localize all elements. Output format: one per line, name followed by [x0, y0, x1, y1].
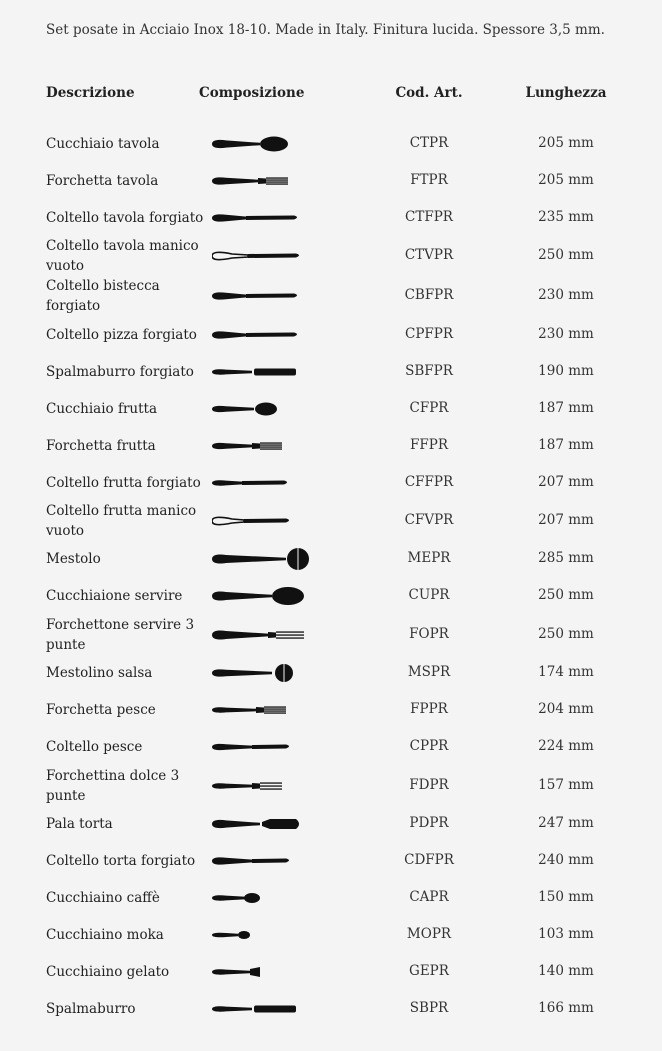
- item-description: Forchettone servire 3 punte: [46, 617, 195, 653]
- item-code: GEPR: [409, 963, 449, 979]
- item-description: Coltello frutta manico vuoto: [46, 503, 197, 539]
- item-code: CTPR: [409, 135, 449, 151]
- item-length: 187 mm: [538, 400, 594, 416]
- item-length: 230 mm: [538, 287, 594, 303]
- item-code: CBFPR: [404, 287, 454, 303]
- spoon-icon: [212, 132, 312, 156]
- item-description: Spalmaburro: [46, 1001, 136, 1017]
- item-code: CTVPR: [404, 247, 454, 263]
- coffee-spoon-icon: [212, 886, 312, 910]
- item-code: CUPR: [408, 587, 450, 603]
- item-length: 166 mm: [538, 1000, 594, 1016]
- intro-text: Set posate in Acciaio Inox 18-10. Made in Italy. Finitura lucida. Spessore 3,5 mm.: [46, 22, 605, 38]
- pizza-knife-icon: [212, 323, 312, 347]
- cake-fork-icon: [212, 774, 312, 798]
- ladle-icon: [212, 547, 312, 571]
- item-length: 205 mm: [538, 172, 594, 188]
- item-length: 207 mm: [538, 474, 594, 490]
- butter-spreader-icon: [212, 360, 312, 384]
- item-code: FFPR: [410, 437, 448, 453]
- butter-knife-icon: [212, 997, 312, 1021]
- cake-server-icon: [212, 812, 312, 836]
- sauce-ladle-icon: [212, 661, 312, 685]
- item-description: Spalmaburro forgiato: [46, 364, 194, 380]
- item-description: Coltello bistecca forgiato: [46, 278, 160, 314]
- item-code: FOPR: [409, 626, 449, 642]
- item-length: 103 mm: [538, 926, 594, 942]
- item-length: 250 mm: [538, 247, 594, 263]
- item-description: Mestolo: [46, 551, 101, 567]
- hollow-fruit-knife-icon: [212, 509, 312, 533]
- item-length: 250 mm: [538, 587, 594, 603]
- item-description: Cucchiaino gelato: [46, 964, 170, 980]
- item-description: Coltello tavola manico vuoto: [46, 238, 199, 274]
- item-code: CTFPR: [405, 209, 453, 225]
- serving-fork-icon: [212, 623, 312, 647]
- item-length: 187 mm: [538, 437, 594, 453]
- cake-knife-icon: [212, 849, 312, 873]
- ice-cream-spoon-icon: [212, 960, 312, 984]
- item-description: Coltello torta forgiato: [46, 853, 196, 869]
- item-description: Coltello tavola forgiato: [46, 210, 204, 226]
- item-length: 204 mm: [538, 701, 594, 717]
- item-description: Cucchiaio tavola: [46, 136, 160, 152]
- fish-fork-icon: [212, 698, 312, 722]
- item-code: MOPR: [406, 926, 452, 942]
- item-code: PDPR: [409, 815, 449, 831]
- item-length: 235 mm: [538, 209, 594, 225]
- item-code: CPPR: [409, 738, 449, 754]
- item-code: SBFPR: [405, 363, 453, 379]
- header-code: Cod. Art.: [395, 85, 463, 101]
- item-code: CFPR: [409, 400, 449, 416]
- header-description: Descrizione: [46, 85, 135, 101]
- item-length: 250 mm: [538, 626, 594, 642]
- item-description: Forchetta frutta: [46, 438, 156, 454]
- item-description: Forchetta tavola: [46, 173, 159, 189]
- item-length: 157 mm: [538, 777, 594, 793]
- item-code: CFVPR: [404, 512, 454, 528]
- item-description: Cucchiaino caffè: [46, 890, 160, 906]
- item-description: Cucchiaino moka: [46, 927, 164, 943]
- item-description: Mestolino salsa: [46, 665, 153, 681]
- item-length: 150 mm: [538, 889, 594, 905]
- item-length: 247 mm: [538, 815, 594, 831]
- item-length: 140 mm: [538, 963, 594, 979]
- item-code: SBPR: [409, 1000, 449, 1016]
- hollow-handle-knife-icon: [212, 244, 312, 268]
- item-length: 174 mm: [538, 664, 594, 680]
- item-description: Coltello frutta forgiato: [46, 475, 201, 491]
- item-code: CPFPR: [404, 326, 454, 342]
- serving-spoon-icon: [212, 584, 312, 608]
- fish-knife-icon: [212, 735, 312, 759]
- item-description: Coltello pesce: [46, 739, 143, 755]
- item-code: MEPR: [407, 550, 451, 566]
- item-description: Forchetta pesce: [46, 702, 156, 718]
- item-length: 190 mm: [538, 363, 594, 379]
- item-description: Forchettina dolce 3 punte: [46, 768, 180, 804]
- item-length: 230 mm: [538, 326, 594, 342]
- item-code: MSPR: [407, 664, 451, 680]
- item-description: Cucchiaio frutta: [46, 401, 157, 417]
- item-length: 285 mm: [538, 550, 594, 566]
- item-code: CFFPR: [404, 474, 454, 490]
- item-length: 207 mm: [538, 512, 594, 528]
- item-description: Cucchiaione servire: [46, 588, 183, 604]
- header-length: Lunghezza: [525, 85, 607, 101]
- item-code: FTPR: [410, 172, 448, 188]
- header-composition: Composizione: [199, 85, 305, 101]
- item-code: FDPR: [409, 777, 449, 793]
- item-code: FPPR: [410, 701, 448, 717]
- fork-icon: [212, 169, 312, 193]
- item-description: Pala torta: [46, 816, 113, 832]
- item-length: 224 mm: [538, 738, 594, 754]
- fruit-knife-icon: [212, 471, 312, 495]
- item-description: Coltello pizza forgiato: [46, 327, 197, 343]
- fruit-spoon-icon: [212, 397, 312, 421]
- fruit-fork-icon: [212, 434, 312, 458]
- steak-knife-icon: [212, 284, 312, 308]
- item-length: 205 mm: [538, 135, 594, 151]
- item-length: 240 mm: [538, 852, 594, 868]
- moka-spoon-icon: [212, 923, 312, 947]
- item-code: CDFPR: [404, 852, 454, 868]
- knife-icon: [212, 206, 312, 230]
- item-code: CAPR: [409, 889, 449, 905]
